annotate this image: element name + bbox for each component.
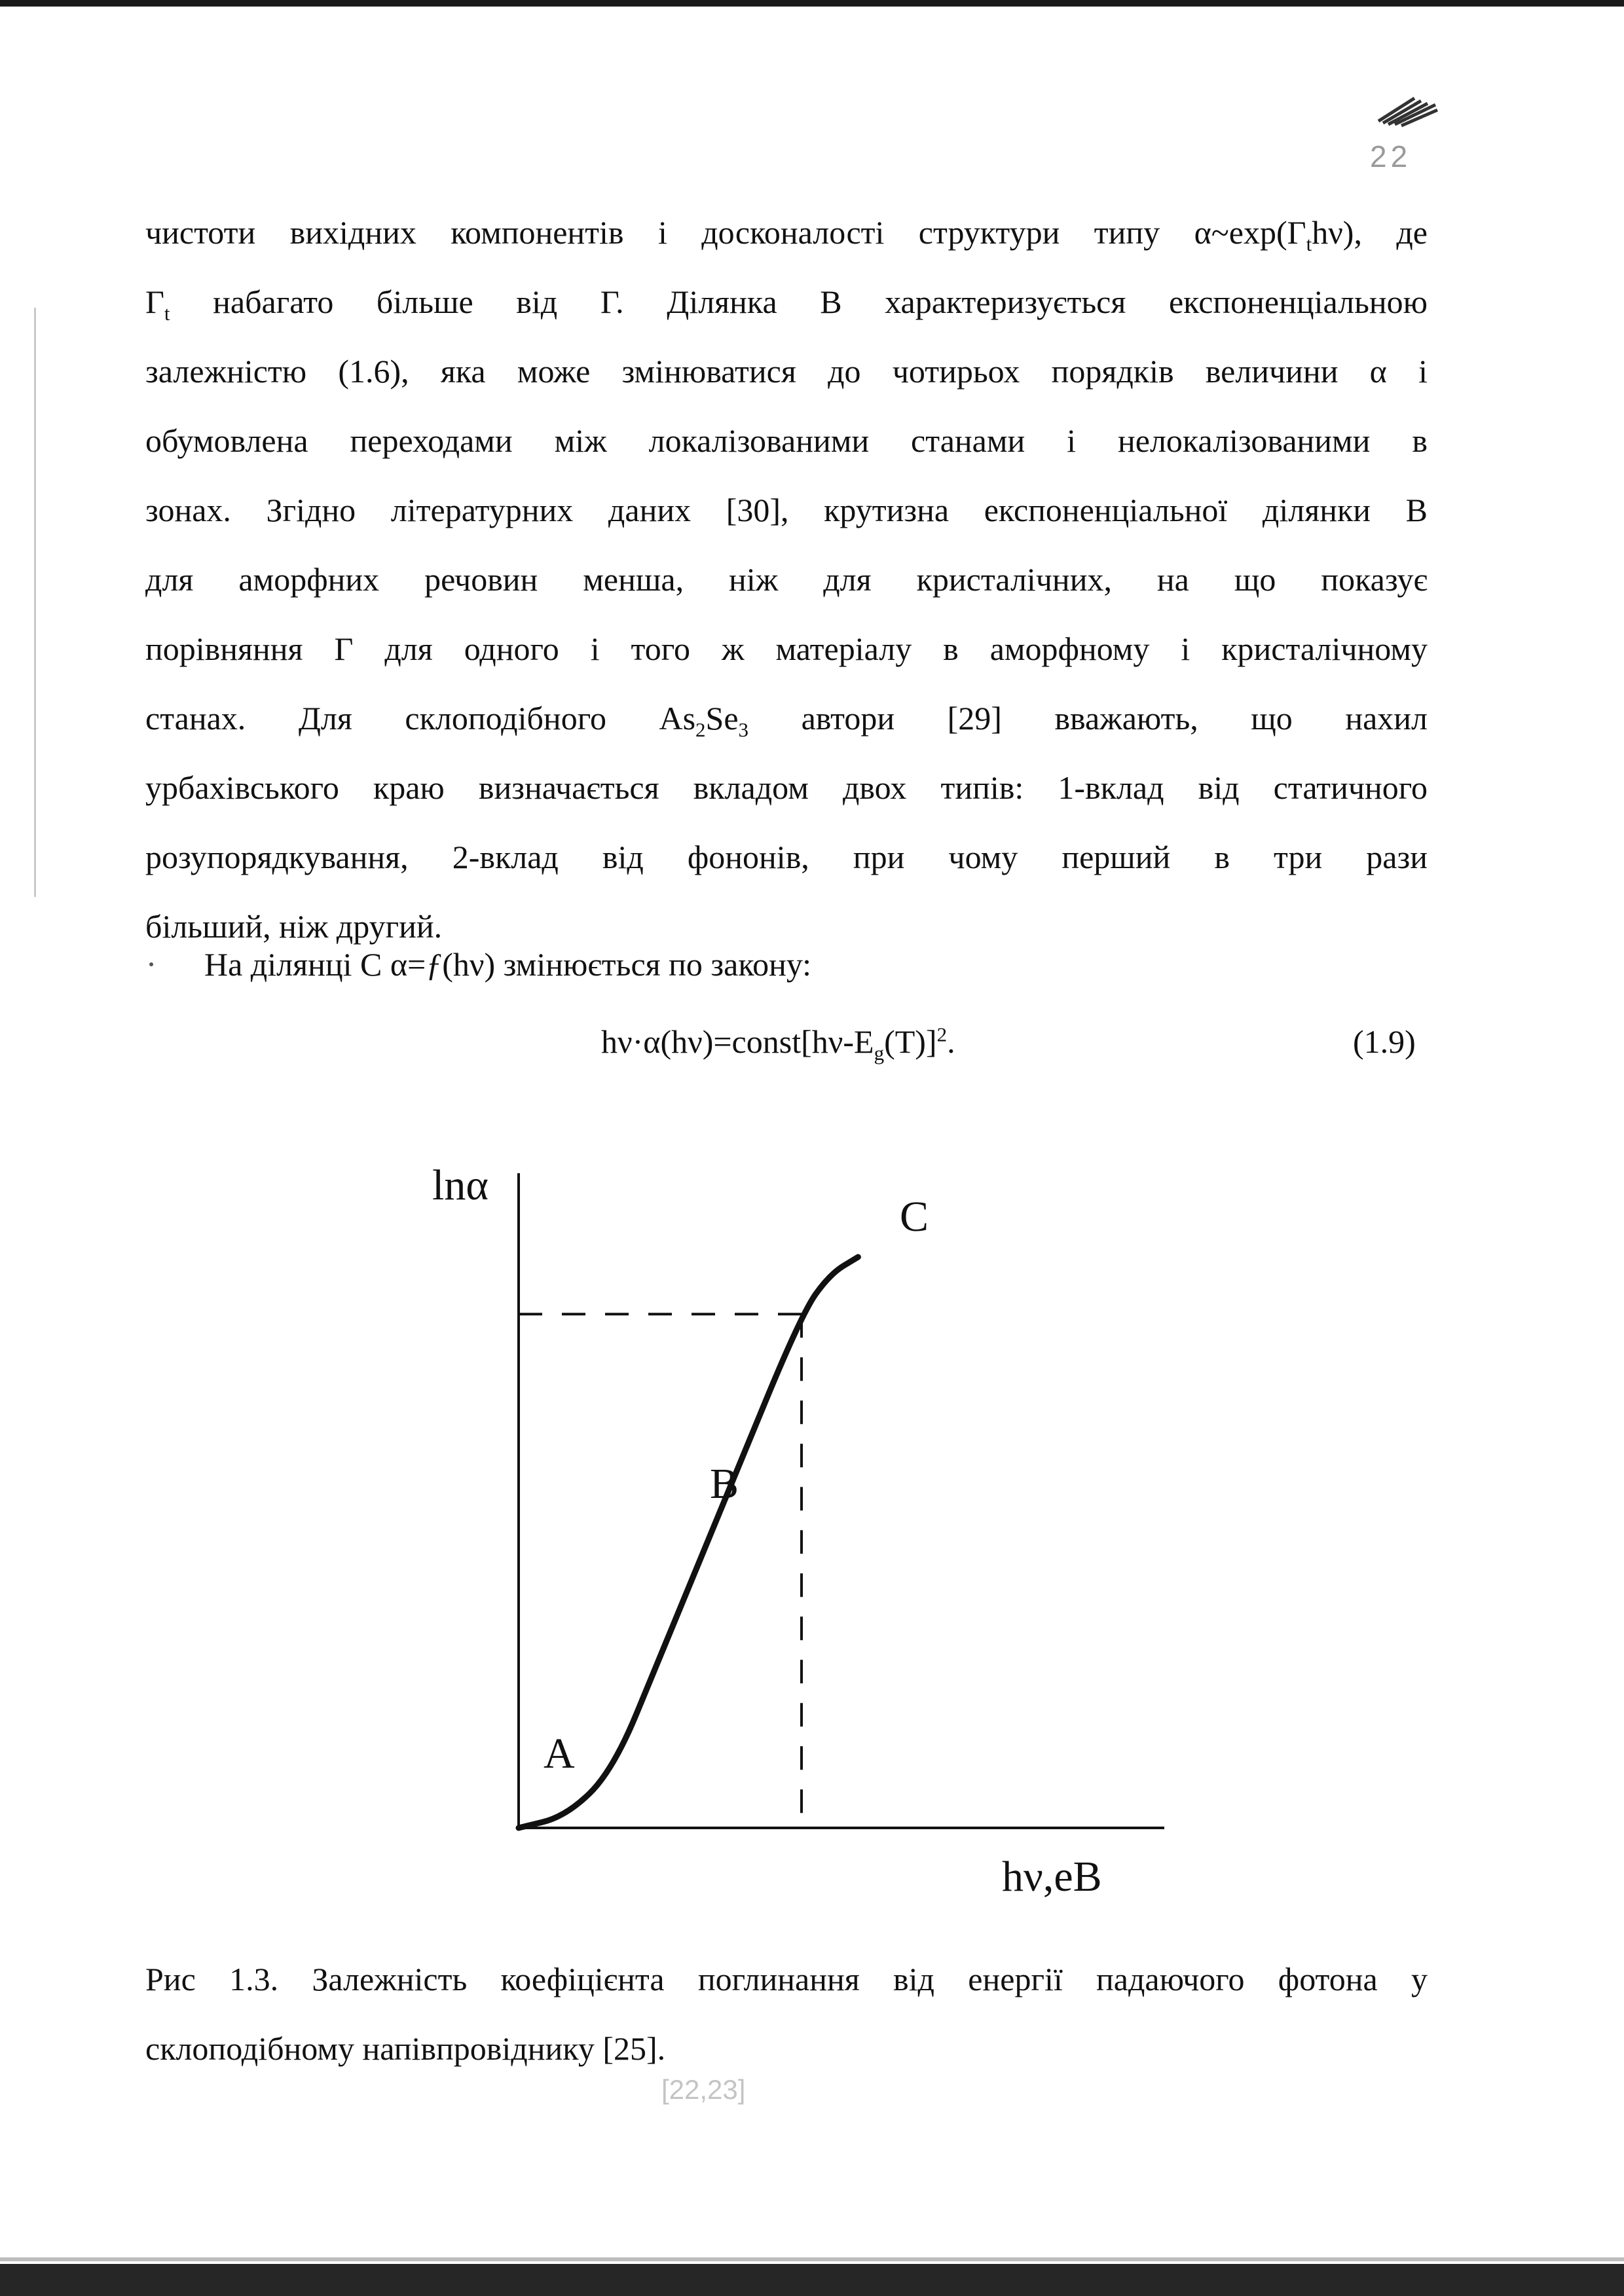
scan-bottom-edge <box>0 2264 1624 2296</box>
figure-caption <box>145 1944 1428 2083</box>
text-line: порівняння Г для одного і того ж матеріалу в аморфному і кристалічному <box>145 630 1428 667</box>
text-line: обумовлена переходами між локалізованими станами і нелокалізованими в <box>145 422 1428 459</box>
text-line: більший, ніж другий. <box>145 908 443 945</box>
text-line: чистоти вихідних компонентів і досконалості структури типу $\alpha\sim\exp(\Gamma_th\nu)$, де <box>145 214 1428 255</box>
text-line: зонах. Згідно літературних даних [30], крутизна експоненціальної ділянки В <box>145 492 1428 528</box>
scan-bottom-gap <box>0 2257 1624 2261</box>
x-axis-label: hν,eB <box>1002 1853 1102 1901</box>
text-line: $Г_t$ набагато більше від Г. Ділянка В характеризується експоненціальною <box>145 283 1428 325</box>
region-label-c: C <box>900 1193 929 1241</box>
equation: $h\nu\cdot\alpha(h\nu)=const[h\nu-E_g(T)]^2$. <box>601 1023 955 1065</box>
y-axis-label: lnα <box>432 1161 489 1209</box>
equation-number: (1.9) <box>1353 1023 1416 1060</box>
region-label-b: B <box>710 1460 739 1508</box>
region-label-a: A <box>544 1730 575 1777</box>
text-line: розупорядкування, 2-вклад від фононів, при чому перший в три рази <box>145 839 1428 875</box>
text-line: для аморфних речовин менша, ніж для кристалічних, на що показує <box>145 561 1428 598</box>
caption-line: Рис 1.3. Залежність коефіцієнта поглинання від енергії падаючого фотона у <box>145 1961 1428 1997</box>
text-line: залежністю (1.6), яка може змінюватися до чотирьох порядків величини α і <box>145 353 1428 390</box>
caption-line: склоподібному напівпровіднику [25]. <box>145 2030 666 2067</box>
text-line: урбахівського краю визначається вкладом двох типів: 1-вклад від статичного <box>145 769 1428 806</box>
page-number: 22 <box>1370 139 1412 173</box>
intro-line: На ділянці С α=ƒ(hν) змінюється по закону: <box>204 946 812 983</box>
text-line: станах. Для склоподібного $As_2Se_3$ автори [29] вважають, що нахил <box>145 700 1428 741</box>
handwritten-reference: [22,23] <box>661 2074 746 2105</box>
